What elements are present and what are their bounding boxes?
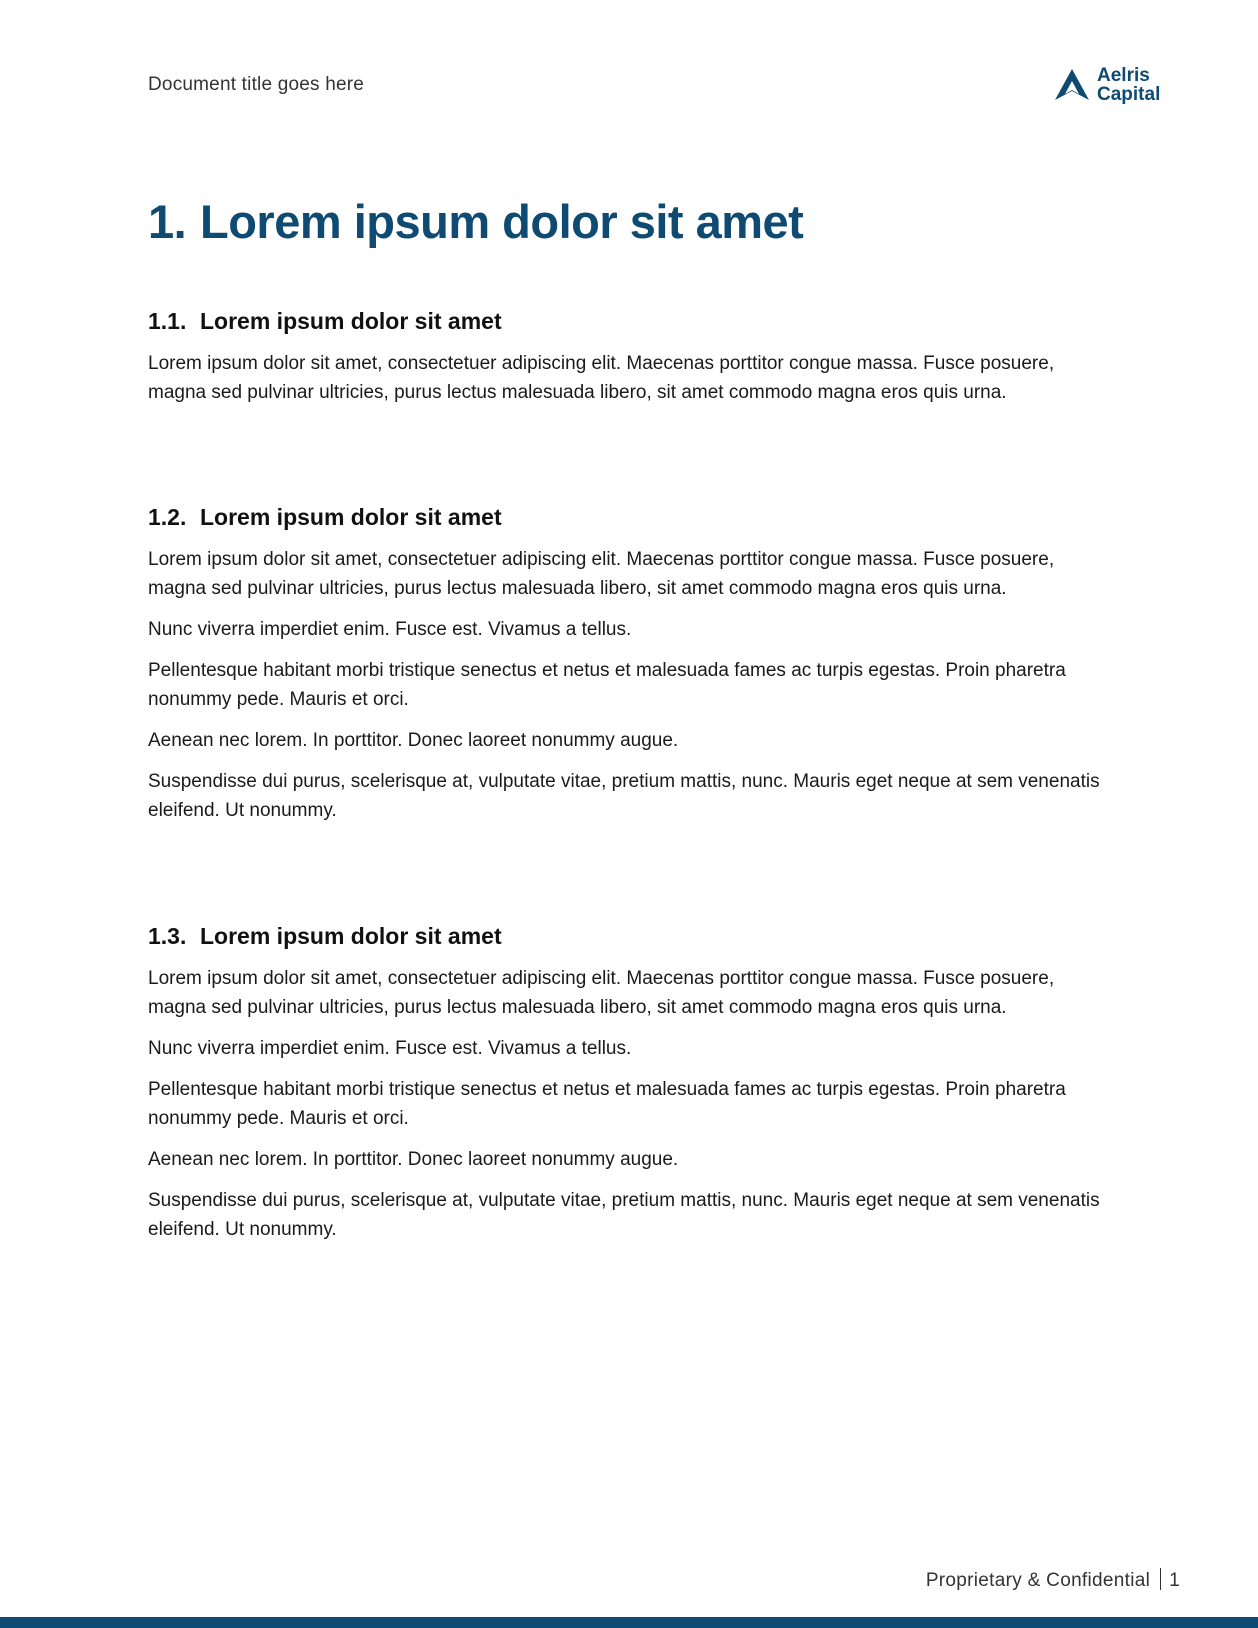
company-logo [1053,66,1160,104]
section-number: 1.1. [148,308,187,334]
section-number: 1.3. [148,923,187,949]
paragraph: Pellentesque habitant morbi tristique senectus et netus et malesuada fames ac turpis egestas. Proin pharetra nonummy pede. Mauris et orci. [148,660,1066,710]
section-heading [148,922,1108,950]
bottom-accent-bar [0,1617,1258,1628]
section-heading [148,503,1108,531]
section-heading [148,307,1108,335]
section-number: 1.2. [148,504,187,530]
main-heading [148,194,803,249]
paragraph: Suspendisse dui purus, scelerisque at, vulputate vitae, pretium mattis, nunc. Mauris eget neque at sem venenatis eleifend. Ut nonummy. [148,1190,1100,1240]
paragraph: Nunc viverra imperdiet enim. Fusce est. Vivamus a tellus. [148,1038,632,1059]
paragraph: Lorem ipsum dolor sit amet, consectetuer adipiscing elit. Maecenas porttitor congue massa. Fusce posuere, magna sed pulvinar ultricies, purus lectus malesuada libero, sit amet commodo magna eros quis urna. [148,549,1055,599]
paragraph: Suspendisse dui purus, scelerisque at, vulputate vitae, pretium mattis, nunc. Mauris eget neque at sem venenatis eleifend. Ut nonummy. [148,771,1100,821]
page-number: 1 [1169,1570,1180,1591]
footer-separator [1160,1568,1161,1590]
section-title: Lorem ipsum dolor sit amet [200,308,502,334]
section-title: Lorem ipsum dolor sit amet [200,923,502,949]
paragraph: Lorem ipsum dolor sit amet, consectetuer adipiscing elit. Maecenas porttitor congue massa. Fusce posuere, magna sed pulvinar ultricies, purus lectus malesuada libero, sit amet commodo magna eros quis urna. [148,968,1055,1018]
paragraph: Aenean nec lorem. In porttitor. Donec laoreet nonummy augue. [148,1149,679,1170]
section-1-2 [148,503,1108,837]
document-title: Document title goes here [148,74,365,95]
section-1-1 [148,307,1108,419]
main-heading-number: 1. [148,195,187,248]
paragraph: Nunc viverra imperdiet enim. Fusce est. Vivamus a tellus. [148,619,632,640]
paragraph: Lorem ipsum dolor sit amet, consectetuer adipiscing elit. Maecenas porttitor congue massa. Fusce posuere, magna sed pulvinar ultricies, purus lectus malesuada libero, sit amet commodo magna eros quis urna. [148,353,1055,403]
main-heading-text: Lorem ipsum dolor sit amet [200,195,804,248]
logo-line-2: Capital [1097,84,1161,105]
aelris-mark-icon [1053,67,1091,103]
paragraph: Pellentesque habitant morbi tristique senectus et netus et malesuada fames ac turpis egestas. Proin pharetra nonummy pede. Mauris et orci. [148,1079,1066,1129]
confidential-label: Proprietary & Confidential [925,1570,1151,1591]
section-title: Lorem ipsum dolor sit amet [200,504,502,530]
page-footer [926,1568,1180,1592]
logo-line-1: Aelris [1097,65,1150,86]
paragraph: Aenean nec lorem. In porttitor. Donec laoreet nonummy augue. [148,730,679,751]
section-1-3 [148,922,1108,1256]
